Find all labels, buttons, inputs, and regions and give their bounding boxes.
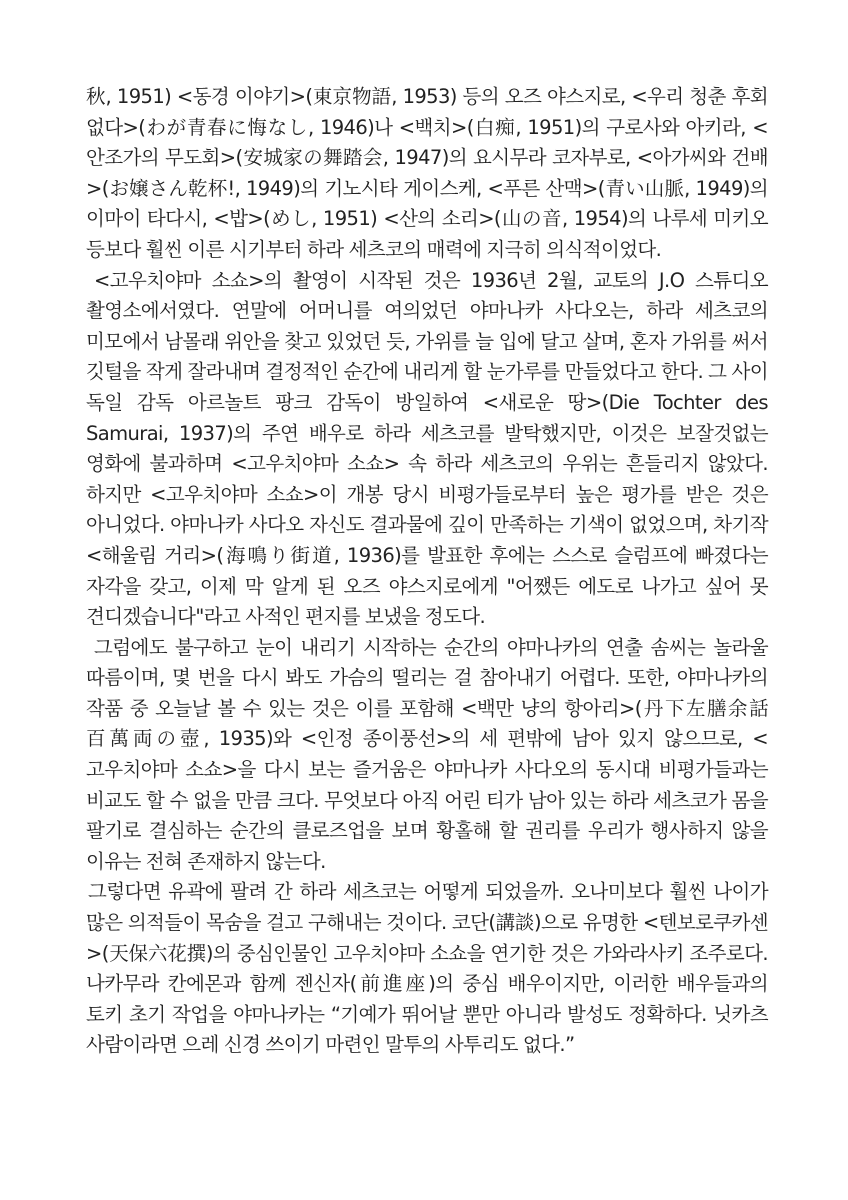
paragraph-2: <고우치야마 소쇼>의 촬영이 시작된 것은 1936년 2월, 교토의 J.O 스튜디오 촬영소에서였다. 연말에 어머니를 여의었던 야마나카 사다오는, 하라 세츠코의 미모에서 남몰래 위안을 찾고 있었던 듯, 가위를 늘 입에 달고 살며, 혼자 가위를 써서 깃털을 작게 잘라내며 결정적인 순간에 내리게 할 눈가루를 만들었다고 한다. 그 사이 독일 감독 아르놀트 팡크 감독이 방일하여 <새로운 땅>(Die Tochter des Samurai, 1937)의 주연 배우로 하라 세츠코를 발탁했지만, 이것은 보잘것없는 영화에 불과하며 <고우치야마 소쇼> 속 하라 세츠코의 우위는 흔들리지 않았다. 하지만 <고우치야마 소쇼>이 개봉 당시 비평가들로부터 높은 평가를 받은 것은 아니었다. 야마나카 사다오 자신도 결과물에 깊이 만족하는 기색이 없었으며, 차기작 <해울림 거리>(海鳴り街道, 1936)를 발표한 후에는 스스로 슬럼프에 빠졌다는 자각을 갖고, 이제 막 알게 된 오즈 야스지로에게 "어쨌든 에도로 나가고 싶어 못 견디겠습니다"라고 사적인 편지를 보냈을 정도다. xyxy=(86,268,768,629)
document-page xyxy=(86,82,768,1061)
paragraph-3: 그럼에도 불구하고 눈이 내리기 시작하는 순간의 야마나카의 연출 솜씨는 놀라울 따름이며, 몇 번을 다시 봐도 가슴의 떨리는 걸 참아내기 어렵다. 또한, 야마나카의 작품 중 오늘날 볼 수 있는 것은 이를 포함해 <백만 냥의 항아리>(丹下左膳余話 百萬両の壺, 1935)와 <인정 종이풍선>의 세 편밖에 남아 있지 않으므로, <고우치야마 소쇼>을 다시 보는 즐거움은 야마나카 사다오의 동시대 비평가들과는 비교도 할 수 없을 만큼 크다. 무엇보다 아직 어린 티가 남아 있는 하라 세츠코가 몸을 팔기로 결심하는 순간의 클로즈업을 보며 황홀해 할 권리를 우리가 행사하지 않을 이유는 전혀 존재하지 않는다. xyxy=(86,635,768,873)
paragraph-1: 秋, 1951) <동경 이야기>(東京物語, 1953) 등의 오즈 야스지로, <우리 청춘 후회 없다>(わが青春に悔なし, 1946)나 <백치>(白痴, 1951)의 구로사와 아키라, <안조가의 무도회>(安城家の舞踏会, 1947)의 요시무라 코자부로, <아가씨와 건배>(お嬢さん乾杯!, 1949)의 기노시타 게이스케, <푸른 산맥>(青い山脈, 1949)의 이마이 타다시, <밥>(めし, 1951) <산의 소리>(山の音, 1954)의 나루세 미키오 등보다 훨씬 이른 시기부터 하라 세츠코의 매력에 지극히 의식적이었다. xyxy=(86,85,768,261)
paragraph-4: 그렇다면 유곽에 팔려 간 하라 세츠코는 어떻게 되었을까. 오나미보다 훨씬 나이가 많은 의적들이 목숨을 걸고 구해내는 것이다. 코단(講談)으로 유명한 <텐보로쿠카센>(天保六花撰)의 중심인물인 고우치야마 소쇼을 연기한 것은 가와라사키 조주로다. 나카무라 칸에몬과 함께 젠신자(前進座)의 중심 배우이지만, 이러한 배우들과의 토키 초기 작업을 야마나카는 “기예가 뛰어날 뿐만 아니라 발성도 정확하다. 닛카츠 사람이라면 으레 신경 쓰이기 마련인 말투의 사투리도 없다.” xyxy=(86,880,768,1057)
